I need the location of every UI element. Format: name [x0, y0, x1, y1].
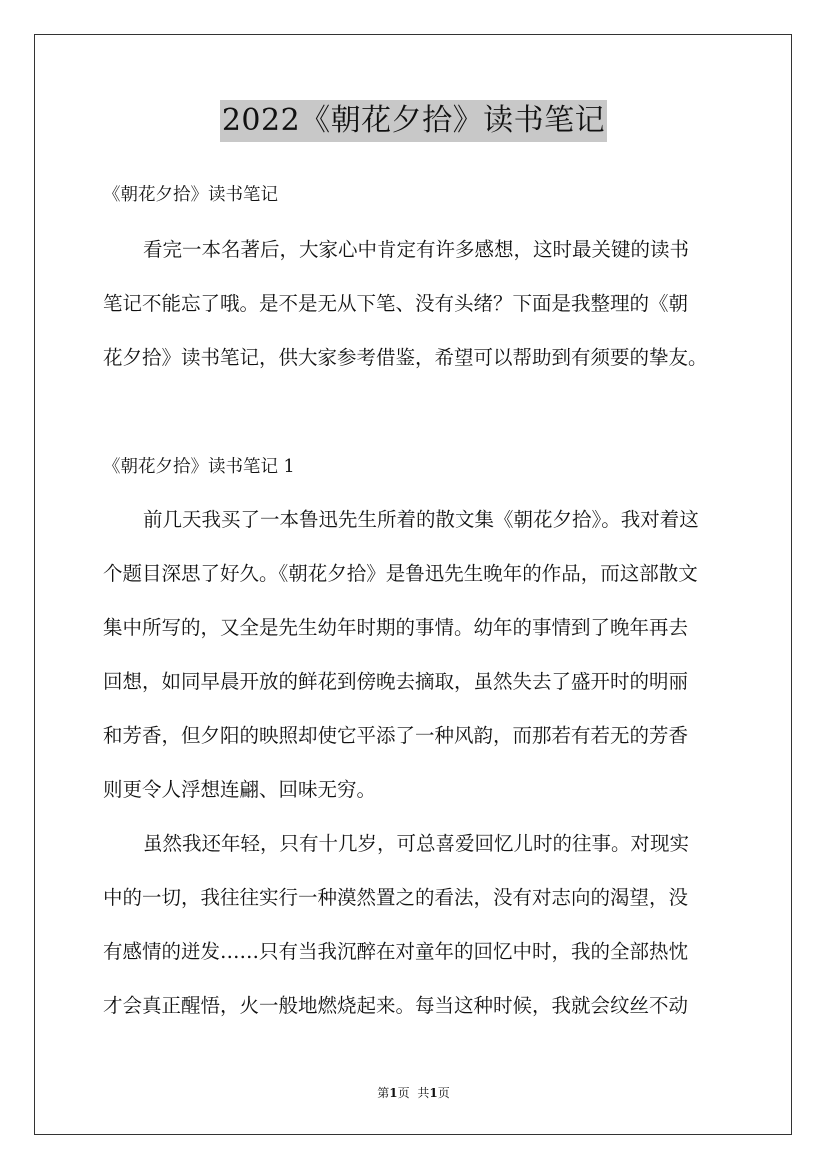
page-suffix: 页 — [397, 1086, 410, 1100]
section-heading: 《朝花夕拾》读书笔记 1 — [103, 457, 295, 477]
total-suffix: 页 — [437, 1086, 450, 1100]
page-number: 1 — [389, 1086, 398, 1100]
page-prefix: 第 — [377, 1086, 390, 1100]
paragraph2-line-4: 才会真正醒悟，火一般地燃烧起来。每当这种时候，我就会纹丝不动 — [103, 994, 689, 1017]
paragraph2-line-2: 中的一切，我往往实行一种漠然置之的看法，没有对志向的渴望，没 — [103, 886, 689, 909]
document-title: 2022《朝花夕拾》读书笔记 — [220, 100, 607, 142]
intro-line-2: 笔记不能忘了哦。是不是无从下笔、没有头绪？下面是我整理的《朝 — [103, 292, 689, 315]
intro-line-1: 看完一本名著后，大家心中肯定有许多感想，这时最关键的读书 — [143, 238, 690, 261]
paragraph1-line-4: 回想，如同早晨开放的鲜花到傍晚去摘取，虽然失去了盛开时的明丽 — [103, 670, 689, 693]
paragraph2-line-1: 虽然我还年轻，只有十几岁，可总喜爱回忆儿时的往事。对现实 — [143, 832, 690, 855]
title-container — [0, 100, 827, 142]
document-subtitle: 《朝花夕拾》读书笔记 — [103, 185, 278, 205]
intro-line-3: 花夕拾》读书笔记，供大家参考借鉴，希望可以帮助到有须要的挚友。 — [103, 346, 708, 369]
total-prefix: 共 — [417, 1086, 430, 1100]
paragraph2-line-3: 有感情的迸发……只有当我沉醉在对童年的回忆中时，我的全部热忱 — [103, 940, 689, 963]
paragraph1-line-6: 则更令人浮想连翩、回味无穷。 — [103, 778, 377, 801]
paragraph1-line-2: 个题目深思了好久。《朝花夕拾》是鲁迅先生晚年的作品，而这部散文 — [103, 562, 698, 585]
paragraph1-line-3: 集中所写的，又全是先生幼年时期的事情。幼年的事情到了晚年再去 — [103, 616, 689, 639]
paragraph1-line-1: 前几天我买了一本鲁迅先生所着的散文集《朝花夕拾》。我对着这 — [143, 508, 699, 531]
paragraph1-line-5: 和芳香，但夕阳的映照却使它平添了一种风韵，而那若有若无的芳香 — [103, 724, 689, 747]
total-pages: 1 — [429, 1086, 438, 1100]
page-footer — [0, 1085, 827, 1101]
